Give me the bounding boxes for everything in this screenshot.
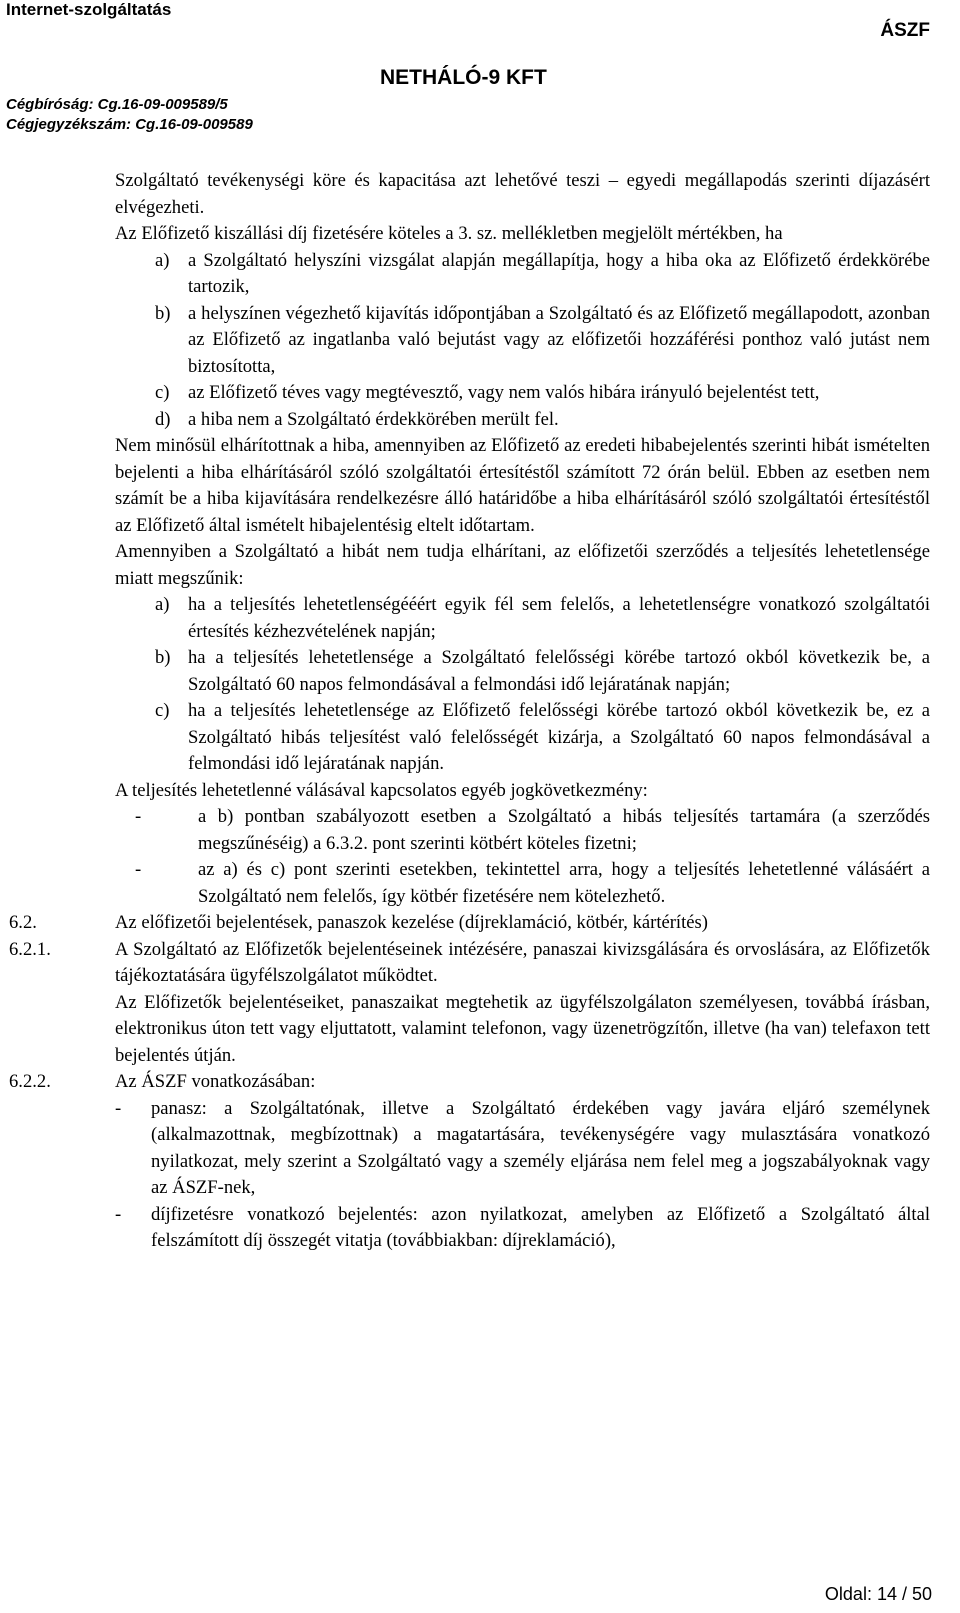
list-item (155, 248, 930, 301)
list-text: az a) és c) pont szerinti esetekben, tekintettel arra, hogy a teljesítés lehetetlenné válásáért a Szolgáltató nem felelős, így kötbér fizetésére nem kötelezhető. (198, 859, 930, 907)
list-item (155, 380, 930, 407)
list-label: b) (155, 302, 171, 324)
list-text: a hiba nem a Szolgáltató érdekkörében merült fel. (188, 408, 559, 430)
section-title: Az ÁSZF vonatkozásában: (115, 1071, 316, 1092)
list-item (155, 645, 930, 698)
paragraph: Az Előfizetők bejelentéseiket, panaszaikat megtehetik az ügyfélszolgálaton személyesen, továbbá írásban, elektronikus úton tett vagy eljuttatott, valamint telefonon, vagy üzenetrögzítőn, illetve (ha van) telefaxon tett bejelentés útján. (115, 991, 930, 1066)
section-6-2-2 (9, 1069, 930, 1255)
paragraph: Nem minősül elhárítottnak a hiba, amennyiben az Előfizető az eredeti hibabejelentés szerinti hibát ismételten bejelenti a hiba elhárításáról szóló szolgáltatói értesítéstől számított 72 órán belül. Ebben az esetben nem számít be a hiba kijavítására rendelkezésre álló határidőbe a hiba elhárításáról szóló szolgáltatói értesítéstől az Előfizető által ismételt hibajelentésig eltelt időtartam. (115, 435, 930, 536)
section-6-2 (9, 910, 930, 937)
list-item (155, 592, 930, 645)
list-termination (155, 592, 930, 778)
list-text: ha a teljesítés lehetetlensége az Előfizető felelősségi körébe tartozó okból következik be, ez a Szolgáltató hibás teljesítést való felelősségét kizárja, a Szolgáltató 60 napos felmondásával a felmondási idő lejáratának napján. (188, 700, 930, 774)
list-text: a Szolgáltató helyszíni vizsgálat alapján megállapítja, hogy a hiba oka az Előfizető érdekkörébe tartozik, (188, 249, 930, 297)
list-item (155, 698, 930, 778)
list-text: az Előfizető téves vagy megtévesztő, vagy nem valós hibára irányuló bejelentést tett, (188, 382, 820, 403)
list-label: b) (155, 647, 171, 668)
company-registration: Cégjegyzékszám: Cg.16-09-009589 (6, 116, 253, 133)
list-text: a helyszínen végezhető kijavítás időpontjában a Szolgáltató és az Előfizető megállapodott, azonban az Előfizető az ingatlanba való bejutást vagy az előfizetői hozzáférési ponthoz való jutást nem biztosította, (188, 302, 930, 377)
section-title: Az előfizetői bejelentések, panaszok kezelése (díjreklamáció, kötbér, kártérítés) (115, 912, 708, 933)
list-item (125, 857, 930, 910)
document-header-left: Internet-szolgáltatás (6, 0, 172, 19)
paragraph: A teljesítés lehetetlenné válásával kapcsolatos egyéb jogkövetkezmény: (115, 779, 648, 801)
list-label: a) (155, 594, 170, 615)
list-item (115, 1202, 930, 1255)
paragraph: Szolgáltató tevékenységi köre és kapacitása azt lehetővé teszi – egyedi megállapodás szerinti díjazásért elvégezheti. (115, 170, 930, 218)
court-registration: Cégbíróság: Cg.16-09-009589/5 (6, 96, 228, 113)
list-text: a b) pontban szabályozott esetben a Szolgáltató a hibás teljesítés tartamára (a szerződés megszűnéséig) a 6.3.2. pont szerinti kötbért köteles fizetni; (198, 806, 930, 854)
paragraph: A Szolgáltató az Előfizetők bejelentéseinek intézésére, panaszai kivizsgálására és orvoslására, az Előfizetők tájékoztatására ügyfélszolgálatot működtet. (115, 938, 930, 986)
document-body (9, 168, 930, 1255)
section-number: 6.2.1. (9, 938, 51, 960)
list-text: díjfizetésre vonatkozó bejelentés: azon nyilatkozat, amelyben az Előfizető a Szolgáltató által felszámított díj összegét vitatja (továbbiakban: díjreklamáció), (151, 1203, 930, 1251)
section-number: 6.2.2. (9, 1071, 51, 1092)
list-label: c) (155, 700, 170, 721)
list-text: ha a teljesítés lehetetlensége a Szolgáltató felelősségi körébe tartozó okból következik be, a Szolgáltató 60 napos felmondásával a felmondási idő lejáratának napján; (188, 647, 930, 695)
company-name: NETHÁLÓ-9 KFT (380, 66, 547, 89)
list-dash: - (135, 806, 142, 827)
list-definitions (115, 1096, 930, 1255)
paragraph: Az Előfizető kiszállási díj fizetésére köteles a 3. sz. mellékletben megjelölt mértékben, ha (115, 223, 783, 244)
list-dash: - (115, 1203, 122, 1225)
list-label: c) (155, 382, 170, 403)
list-consequences (125, 804, 930, 910)
section-6-2-1 (9, 937, 930, 1070)
list-item (125, 804, 930, 857)
list-item (115, 1096, 930, 1202)
list-fee-conditions (155, 248, 930, 434)
document-header-right: ÁSZF (880, 20, 930, 41)
section-number: 6.2. (9, 912, 37, 933)
list-label: a) (155, 249, 170, 271)
list-dash: - (135, 859, 142, 880)
list-text: ha a teljesítés lehetetlenségééért egyik fél sem felelős, a lehetetlenségre vonatkozó szolgáltatói értesítés kézhezvételének napján; (188, 594, 930, 642)
list-text: panasz: a Szolgáltatónak, illetve a Szolgáltató érdekében vagy javára eljáró személynek (alkalmazottnak, megbízottnak) a magatartására, tevékenységére vagy mulasztására vonatkozó nyilatkozat, mely szerint a Szolgáltató vagy a személy eljárása nem felel meg a jogszabályoknak vagy az ÁSZF-nek, (151, 1097, 930, 1198)
list-dash: - (115, 1097, 122, 1119)
list-item (155, 407, 930, 434)
list-label: d) (155, 408, 171, 430)
list-item (155, 301, 930, 381)
page-number: Oldal: 14 / 50 (824, 1584, 932, 1604)
paragraph: Amennyiben a Szolgáltató a hibát nem tudja elhárítani, az előfizetői szerződés a teljesítés lehetetlensége miatt megszűnik: (115, 541, 930, 589)
